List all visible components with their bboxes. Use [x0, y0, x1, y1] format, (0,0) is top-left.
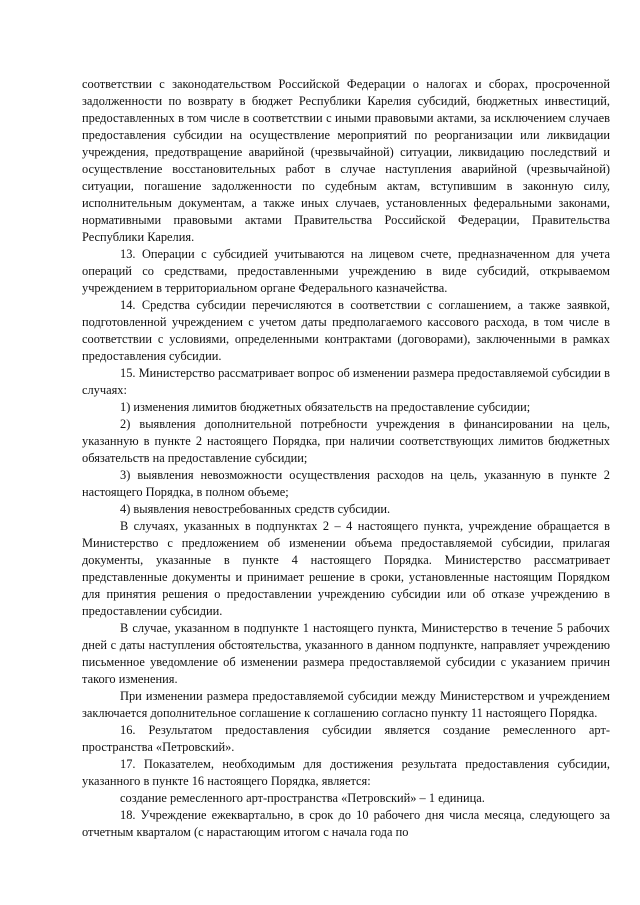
paragraph-intro: соответствии с законодательством Российской Федерации о налогах и сборах, просроченной задолженности по возврату в бюджет Республики Карелия субсидий, бюджетных инвестиций, предоставленных в том числе в соответствии с иными правовыми актами, за исключением случаев предоставления субсидии на осуществление мероприятий по реорганизации или ликвидации учреждения, предотвращение аварийной (чрезвычайной) ситуации, ликвидацию последствий и осуществление восстановительных работ в случае наступления аварийной (чрезвычайной) ситуации, погашение задолженности по судебным актам, вступившим в законную силу, исполнительным документам, а также иных случаев, установленных федеральными законами, нормативными правовыми актами Правительства Российской Федерации, Правительства Республики Карелия. [82, 77, 610, 244]
paragraph-16: 16. Результатом предоставления субсидии является создание ремесленного арт-пространства «Петровский». [82, 723, 610, 754]
paragraph-indicator: создание ремесленного арт-пространства «Петровский» – 1 единица. [120, 791, 485, 805]
paragraph-additional-agreement: При изменении размера предоставляемой субсидии между Министерством и учреждением заключается дополнительное соглашение к соглашению согласно пункту 11 настоящего Порядка. [82, 689, 610, 720]
list-item-4: 4) выявления невостребованных средств субсидии. [120, 502, 391, 516]
list-item-2: 2) выявления дополнительной потребности учреждения в финансировании на цель, указанную в пункте 2 настоящего Порядка, при наличии соответствующих лимитов бюджетных обязательств на предоставление субсидии; [82, 417, 610, 465]
paragraph-cases-2-4: В случаях, указанных в подпунктах 2 – 4 настоящего пункта, учреждение обращается в Министерство с предложением об изменении объема предоставляемой субсидии, прилагая документы, указанные в пункте 4 настоящего Порядка. Министерство рассматривает представленные документы и принимает решение в сроки, установленные настоящим Порядком для принятия решения о предоставлении учреждению субсидии или об отказе учреждению в предоставлении субсидии. [82, 519, 610, 618]
document-page [82, 76, 610, 841]
list-item-1: 1) изменения лимитов бюджетных обязательств на предоставление субсидии; [120, 400, 531, 414]
paragraph-15: 15. Министерство рассматривает вопрос об изменении размера предоставляемой субсидии в случаях: [82, 366, 610, 397]
paragraph-18: 18. Учреждение ежеквартально, в срок до 10 рабочего дня числа месяца, следующего за отчетным кварталом (с нарастающим итогом с начала года по [82, 808, 610, 839]
paragraph-case-1: В случае, указанном в подпункте 1 настоящего пункта, Министерство в течение 5 рабочих дней с даты наступления обстоятельства, указанного в данном подпункте, направляет учреждению письменное уведомление об изменении размера предоставляемой субсидии с указанием причин такого изменения. [82, 621, 610, 686]
paragraph-13: 13. Операции с субсидией учитываются на лицевом счете, предназначенном для учета операций со средствами, предоставленными учреждению в виде субсидий, открываемом учреждением в территориальном органе Федерального казначейства. [82, 247, 610, 295]
list-item-3: 3) выявления невозможности осуществления расходов на цель, указанную в пункте 2 настоящего Порядка, в полном объеме; [82, 468, 610, 499]
paragraph-14: 14. Средства субсидии перечисляются в соответствии с соглашением, а также заявкой, подготовленной учреждением с учетом даты предполагаемого кассового расхода, в том числе в соответствии с условиями, определенными контрактами (договорами), заключенными в рамках предоставления субсидии. [82, 298, 610, 363]
paragraph-17: 17. Показателем, необходимым для достижения результата предоставления субсидии, указанного в пункте 16 настоящего Порядка, является: [82, 757, 610, 788]
